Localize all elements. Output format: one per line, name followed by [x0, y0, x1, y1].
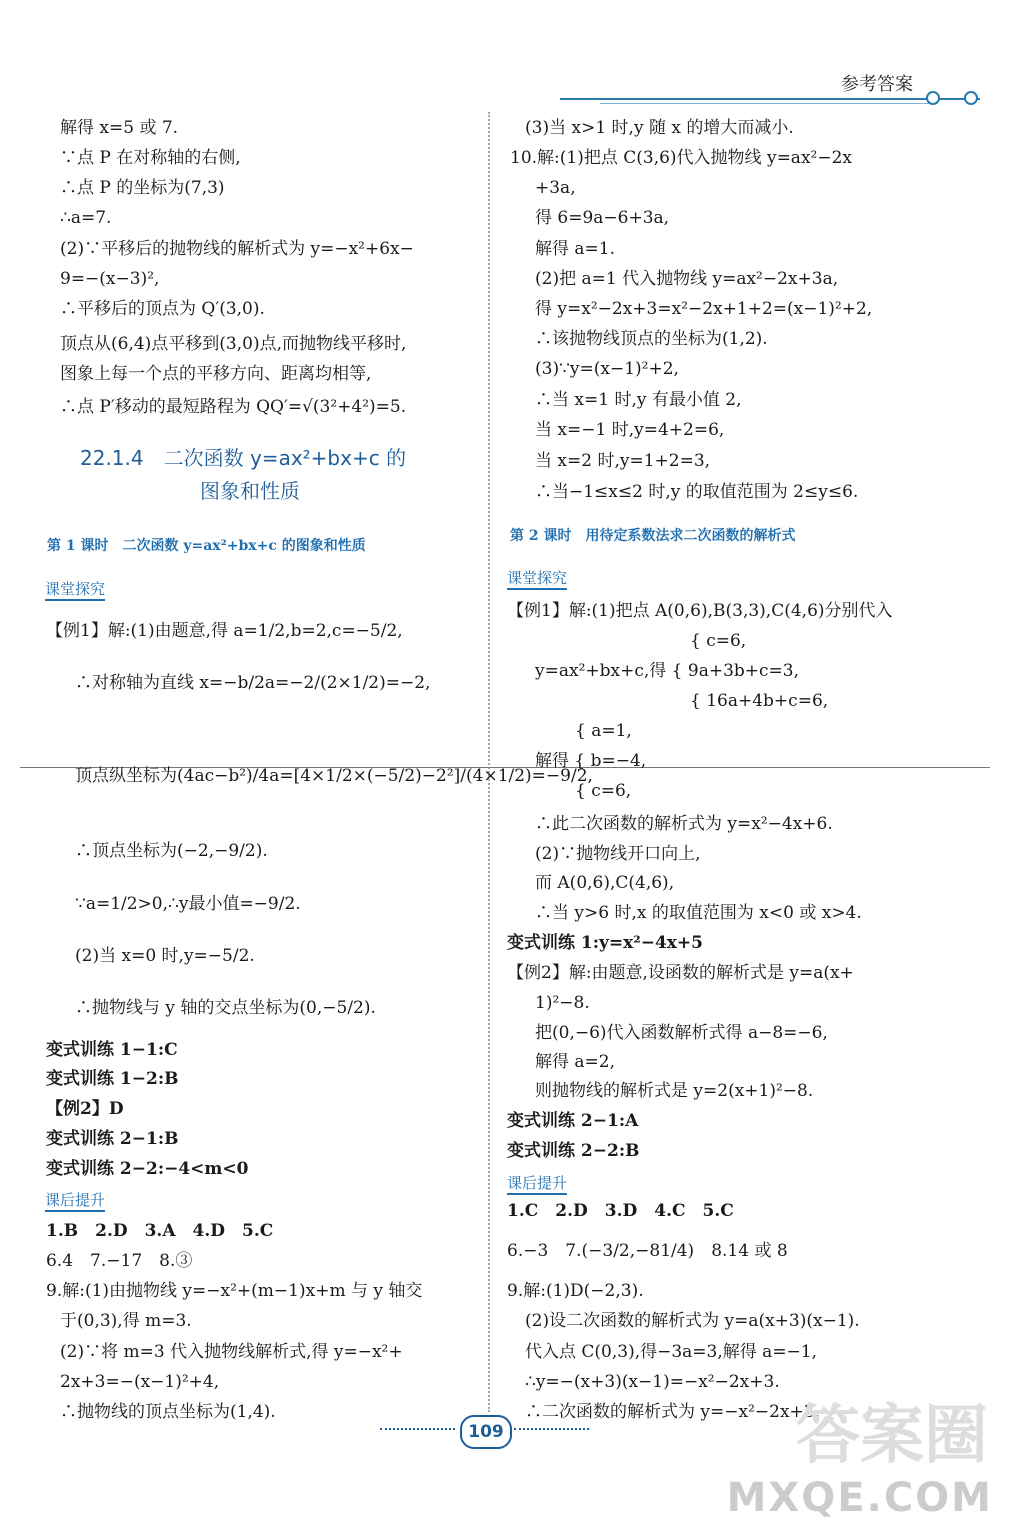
text-line: ∴抛物线的顶点坐标为(1,4). [60, 1402, 276, 1422]
answer-line: 变式训练 1:y=x²−4x+5 [507, 933, 704, 953]
text-line: ∴点 P′移动的最短路程为 QQ′=√(3²+4²)=5. [60, 397, 407, 417]
text-line: 解得 a=1. [535, 239, 616, 259]
text-line: 代入点 C(0,3),得−3a=3,解得 a=−1, [525, 1342, 818, 1362]
column-divider [488, 112, 490, 1412]
text-line: 解得 x=5 或 7. [60, 118, 179, 138]
text-line: 10.解:(1)把点 C(3,6)代入抛物线 y=ax²−2x [510, 148, 852, 168]
text-line: 当 x=2 时,y=1+2=3, [535, 451, 711, 471]
text-line: 顶点从(6,4)点平移到(3,0)点,而抛物线平移时, [60, 334, 407, 354]
text-line: 得 y=x²−2x+3=x²−2x+1+2=(x−1)²+2, [535, 299, 873, 319]
header-dot-icon [926, 91, 940, 105]
section-tag: 课后提升 [45, 1189, 105, 1212]
header-rule [560, 98, 980, 100]
answer-line: 变式训练 1−1:C [46, 1040, 178, 1060]
lesson-heading: 第 1 课时 二次函数 y=ax²+bx+c 的图象和性质 [47, 538, 366, 554]
text-line: ∴当 y>6 时,x 的取值范围为 x<0 或 x>4. [535, 903, 862, 923]
section-title: 图象和性质 [200, 479, 300, 503]
text-line: ∴点 P 的坐标为(7,3) [60, 178, 225, 198]
text-line: 当 x=−1 时,y=4+2=6, [535, 420, 725, 440]
answer-line: 1.B 2.D 3.A 4.D 5.C [46, 1221, 274, 1241]
text-line: (2)∵将 m=3 代入抛物线解析式,得 y=−x²+ [60, 1342, 403, 1362]
text-line: 则抛物线的解析式是 y=2(x+1)²−8. [535, 1081, 814, 1101]
text-line: { c=6, [575, 781, 632, 801]
text-line: { c=6, [690, 631, 747, 651]
text-line: (2)当 x=0 时,y=−5/2. [75, 946, 255, 966]
text-line: ∴顶点坐标为(−2,−9/2). [75, 841, 268, 861]
section-title: 22.1.4 二次函数 y=ax²+bx+c 的 [80, 446, 407, 470]
text-line: ∴当−1≤x≤2 时,y 的取值范围为 2≤y≤6. [535, 482, 859, 502]
text-line: ∴二次函数的解析式为 y=−x²−2x+3. [525, 1402, 821, 1422]
answer-line: 变式训练 2−1:B [46, 1129, 179, 1149]
text-line: 6.4 7.−17 8.③ [46, 1251, 193, 1271]
text-line: ∴平移后的顶点为 Q′(3,0). [60, 299, 265, 319]
text-line: ∴此二次函数的解析式为 y=x²−4x+6. [535, 814, 833, 834]
answer-line: 变式训练 1−2:B [46, 1069, 179, 1089]
text-line: +3a, [535, 178, 576, 198]
page-number-dots [380, 1428, 455, 1430]
section-tag: 课堂探究 [507, 567, 567, 590]
watermark-logo: 答案圈 [796, 1399, 988, 1473]
page-number-dots [514, 1428, 589, 1430]
text-line: 而 A(0,6),C(4,6), [535, 873, 675, 893]
text-line: ∴对称轴为直线 x=−b/2a=−2/(2×1/2)=−2, [75, 673, 431, 693]
text-line: 2x+3=−(x−1)²+4, [60, 1372, 220, 1392]
text-line: 6.−3 7.(−3/2,−81/4) 8.14 或 8 [507, 1241, 788, 1261]
text-line: ∴抛物线与 y 轴的交点坐标为(0,−5/2). [75, 998, 376, 1018]
text-line: 于(0,3),得 m=3. [60, 1311, 192, 1331]
text-line: (3)当 x>1 时,y 随 x 的增大而减小. [525, 118, 794, 138]
text-line: 9.解:(1)由抛物线 y=−x²+(m−1)x+m 与 y 轴交 [46, 1281, 423, 1301]
answer-line: 1.C 2.D 3.D 4.C 5.C [507, 1201, 734, 1221]
text-line: (3)∵y=(x−1)²+2, [535, 359, 679, 379]
text-line: { a=1, [575, 721, 632, 741]
text-line: 【例2】解:由题意,设函数的解析式是 y=a(x+ [507, 963, 854, 983]
text-line: (2)把 a=1 代入抛物线 y=ax²−2x+3a, [535, 269, 839, 289]
text-line: 图象上每一个点的平移方向、距离均相等, [60, 364, 372, 384]
text-line: 9.解:(1)D(−2,3). [507, 1281, 644, 1301]
section-tag: 课堂探究 [45, 578, 105, 601]
answer-line: 变式训练 2−2:B [507, 1141, 640, 1161]
watermark-url: MXQE.COM [726, 1475, 993, 1521]
header-rule-thin [600, 103, 930, 104]
answer-line: 变式训练 2−2:−4<m<0 [46, 1159, 249, 1179]
page-header-title: 参考答案 [841, 74, 913, 95]
section-tag: 课后提升 [507, 1172, 567, 1195]
text-line: ∴a=7. [60, 208, 112, 228]
text-line: 得 6=9a−6+3a, [535, 208, 670, 228]
text-line: 把(0,−6)代入函数解析式得 a−8=−6, [535, 1023, 828, 1043]
text-line: ∴当 x=1 时,y 有最小值 2, [535, 390, 742, 410]
header-dot-icon [964, 91, 978, 105]
answer-line: 变式训练 2−1:A [507, 1111, 639, 1131]
text-line: ∴y=−(x+3)(x−1)=−x²−2x+3. [525, 1372, 780, 1392]
text-line: ∵点 P 在对称轴的右侧, [60, 148, 241, 168]
page-number: 109 [460, 1415, 512, 1449]
text-line: (2)∵抛物线开口向上, [535, 844, 701, 864]
text-line: 【例1】解:(1)把点 A(0,6),B(3,3),C(4,6)分别代入 [507, 601, 893, 621]
text-line: 顶点纵坐标为(4ac−b²)/4a=[4×1/2×(−5/2)−2²]/(4×1/2)=−9/2, [75, 766, 593, 786]
text-line: 9=−(x−3)², [60, 269, 160, 289]
text-line: { 16a+4b+c=6, [690, 691, 829, 711]
text-line: (2)设二次函数的解析式为 y=a(x+3)(x−1). [525, 1311, 860, 1331]
text-line: ∵a=1/2>0,∴y最小值=−9/2. [75, 894, 301, 914]
text-line: 1)²−8. [535, 993, 590, 1013]
lesson-heading: 第 2 课时 用待定系数法求二次函数的解析式 [510, 528, 796, 544]
text-line: 【例1】解:(1)由题意,得 a=1/2,b=2,c=−5/2, [46, 621, 403, 641]
text-line: (2)∵平移后的抛物线的解析式为 y=−x²+6x− [60, 239, 414, 259]
text-line: 解得 { b=−4, [535, 751, 647, 771]
text-line: ∴该抛物线顶点的坐标为(1,2). [535, 329, 768, 349]
text-line: y=ax²+bx+c,得 { 9a+3b+c=3, [535, 661, 800, 681]
text-line: 解得 a=2, [535, 1052, 616, 1072]
answer-line: 【例2】D [46, 1099, 124, 1119]
